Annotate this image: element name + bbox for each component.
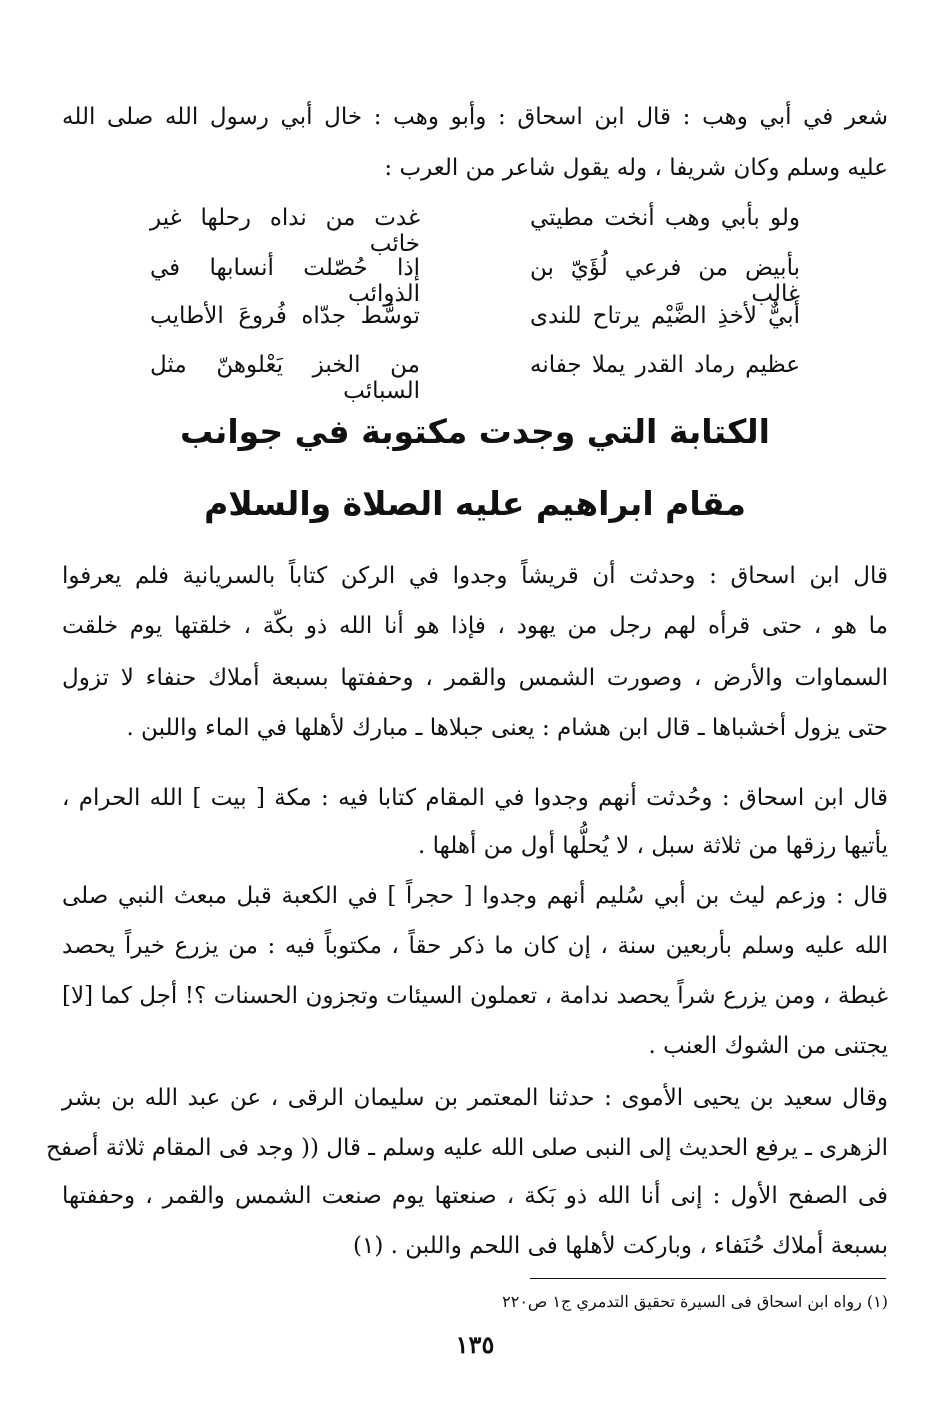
page-number: ١٣٥ (455, 1330, 495, 1359)
text-line: ما هو ، حتى قرأه لهم رجل من يهود ، فإذا هو أنا الله ذو بكّة ، خلقتها يوم خلقت (62, 613, 888, 639)
verse-second-hemistich: إذا حُصّلت أنسابها في الذوائب (150, 255, 420, 307)
section-heading-line-1: الكتابة التي وجدت مكتوبة في جوانب (180, 412, 770, 451)
text-line: السماوات والأرض ، وصورت الشمس والقمر ، وحففتها بسبعة أملاك حنفاء لا تزول (62, 665, 888, 691)
verse-row (150, 205, 800, 257)
text-line: قال ابن اسحاق : وحدثت أن قريشاً وجدوا في الركن كتاباً بالسريانية فلم يعرفوا (62, 563, 888, 589)
text-line: فى الصفح الأول : إنى أنا الله ذو بَكة ، صنعتها يوم صنعت الشمس والقمر ، وحففتها (62, 1183, 888, 1209)
verse-first-hemistich: عظيم رماد القدر يملا جفانه (530, 352, 800, 378)
text-line: الله عليه وسلم بأربعين سنة ، إن كان ما ذكر حقاً ، مكتوباً فيه : من يزرع خيراً يحصد (62, 933, 888, 959)
text-line: يأتيها رزقها من ثلاثة سبل ، لا يُحلُّها أول من أهلها . (417, 833, 888, 859)
verse-first-hemistich: بأبيض من فرعي لُؤَيّ بن غالب (530, 255, 800, 307)
verse-first-hemistich: ولو بأبي وهب أنخت مطيتي (530, 205, 800, 231)
verse-row (150, 303, 800, 343)
text-line: بسبعة أملاك حُنَفاء ، وباركت لأهلها فى اللحم واللبن . (١) (353, 1233, 888, 1259)
verse-row (150, 255, 800, 307)
text-line: قال : وزعم ليث بن أبي سُليم أنهم وجدوا [ حجراً ] في الكعبة قبل مبعث النبي صلى (62, 883, 888, 909)
text-line: حتى يزول أخشباها ـ قال ابن هشام : يعنى جبلاها ـ مبارك لأهلها في الماء واللبن . (126, 715, 888, 741)
footnote-divider (530, 1278, 886, 1279)
footnote: (١) رواه ابن اسحاق فى السيرة تحقيق التدمري ج١ ص٢٢٠ (502, 1292, 888, 1311)
verse-second-hemistich: توسَّط جدّاه فُروعَ الأطايب (150, 303, 420, 329)
verse-row (150, 352, 800, 404)
verse-second-hemistich: غدت من نداه رحلها غير خائب (150, 205, 420, 257)
text-line: غبطة ، ومن يزرع شراً يحصد ندامة ، تعملون السيئات وتجزون الحسنات ؟! أجل كما [لا] (62, 983, 888, 1009)
text-line: الزهرى ـ يرفع الحديث إلى النبى صلى الله عليه وسلم ـ قال (( وجد فى المقام ثلاثة أصفح (46, 1135, 888, 1161)
text-line: وقال سعيد بن يحيى الأموى : حدثنا المعتمر بن سليمان الرقى ، عن عبد الله بن بشر (62, 1085, 888, 1111)
text-line: عليه وسلم وكان شريفا ، وله يقول شاعر من العرب : (384, 155, 888, 181)
verse-second-hemistich: من الخبز يَعْلوهنّ مثل السبائب (150, 352, 420, 404)
text-line: قال ابن اسحاق : وحُدثت أنهم وجدوا في المقام كتابا فيه : مكة [ بيت ] الله الحرام ، (62, 785, 888, 811)
verse-first-hemistich: أبيٌّ لأخذِ الضَّيْم يرتاح للندى (530, 303, 800, 329)
text-line: شعر في أبي وهب : قال ابن اسحاق : وأبو وهب : خال أبي رسول الله صلى الله (62, 104, 888, 130)
section-heading-line-2: مقام ابراهيم عليه الصلاة والسلام (204, 484, 746, 523)
text-line: يجتنى من الشوك العنب . (648, 1033, 888, 1059)
